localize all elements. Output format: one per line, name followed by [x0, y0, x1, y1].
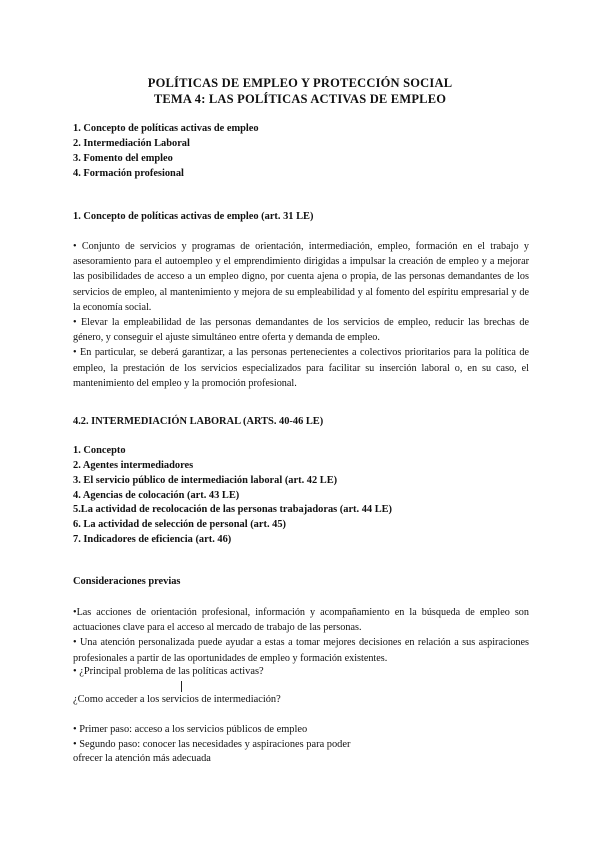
toc-item: 1. Concepto de políticas activas de empleo: [73, 123, 259, 134]
section1-heading: 1. Concepto de políticas activas de empleo (art. 31 LE): [73, 211, 314, 222]
considerations-bullet: •Las acciones de orientación profesional, información y acompañamiento en la búsqueda de empleo son actuaciones clave para el acceso al mercado de trabajo de las personas.: [73, 607, 529, 634]
step-two-continued: ofrecer la atención más adecuada: [73, 753, 211, 764]
section1-bullet: • En particular, se deberá garantizar, a las personas pertenecientes a colectivos prioritarios para la política de empleo, la prestación de los servicios especializados para facilitar su inserción laboral o, en su caso, el mantenimiento del empleo y la promoción profesional.: [73, 347, 529, 389]
section1-bullet: • Conjunto de servicios y programas de orientación, intermediación, empleo, formación en el trabajo y asesoramiento para el autoempleo y el emprendimiento dirigidas a impulsar la creación de empleo y a mejorar las posibilidades de acceso a un empleo digno, por cuenta ajena o propia, de las personas demandantes de los servicios de empleo, al mantenimiento y mejora de su empleabilidad y al fomento del espíritu empresarial y de la economía social.: [73, 241, 529, 313]
section2-item: 5.La actividad de recolocación de las personas trabajadoras (art. 44 LE): [73, 504, 393, 515]
section1-bullet: • Elevar la empleabilidad de las personas demandantes de los servicios de empleo, reducir las brechas de género, y conseguir el ajuste simultáneo entre oferta y demanda de empleo.: [73, 317, 529, 344]
section2-item: 4. Agencias de colocación (art. 43 LE): [73, 490, 240, 501]
considerations-bullet: • Una atención personalizada puede ayudar a estas a tomar mejores decisiones en relación a sus aspiraciones profesionales a partir de las oportunidades de empleo y formación existentes.: [73, 637, 529, 664]
document-title-line1: POLÍTICAS DE EMPLEO Y PROTECCIÓN SOCIAL: [147, 76, 453, 90]
considerations-body: [73, 605, 529, 666]
toc-item: 4. Formación profesional: [73, 168, 184, 179]
section2-heading: 4.2. INTERMEDIACIÓN LABORAL (ARTS. 40-46 LE): [73, 416, 324, 427]
document-title-line2: TEMA 4: LAS POLÍTICAS ACTIVAS DE EMPLEO: [153, 92, 447, 106]
considerations-heading: Consideraciones previas: [73, 576, 181, 587]
question-access: ¿Como acceder a los servicios de intermediación?: [73, 694, 281, 705]
section2-item: 2. Agentes intermediadores: [73, 460, 194, 471]
text-cursor: [181, 681, 182, 692]
section1-body: [73, 239, 529, 391]
step-two: • Segundo paso: conocer las necesidades y aspiraciones para poder: [73, 739, 351, 750]
section2-item: 6. La actividad de selección de personal (art. 45): [73, 519, 286, 530]
toc-item: 2. Intermediación Laboral: [73, 138, 190, 149]
section2-item: 7. Indicadores de eficiencia (art. 46): [73, 534, 232, 545]
step-one: • Primer paso: acceso a los servicios públicos de empleo: [73, 724, 308, 735]
toc-item: 3. Fomento del empleo: [73, 153, 173, 164]
section2-item: 1. Concepto: [73, 445, 126, 456]
question-main-problem: • ¿Principal problema de las políticas activas?: [73, 666, 264, 677]
section2-item: 3. El servicio público de intermediación laboral (art. 42 LE): [73, 475, 338, 486]
